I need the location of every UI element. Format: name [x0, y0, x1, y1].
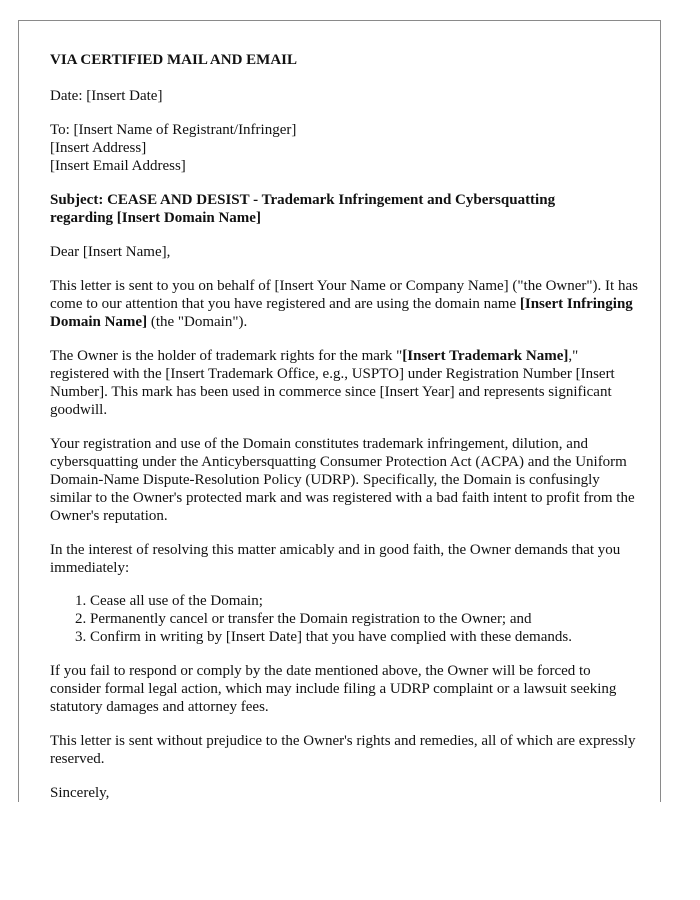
- demand-item: 1. Cease all use of the Domain;: [90, 592, 640, 610]
- closing: Sincerely,: [50, 785, 110, 801]
- demand-item: 2. Permanently cancel or transfer the Domain registration to the Owner; and: [90, 610, 640, 628]
- paragraph-trademark-rights: [50, 347, 640, 419]
- subject-line-1: Subject: CEASE AND DESIST - Trademark Infringement and Cybersquatting: [50, 192, 556, 208]
- letter-body: [50, 51, 640, 802]
- paragraph-representation: [50, 277, 640, 331]
- recipient-email: [Insert Email Address]: [50, 158, 186, 174]
- paragraph-trademark-rights-end: ," registered with the [Insert Trademark Office, e.g., USPTO] under Registration Number [Insert Number]. This mark has been used in commerce since [Insert Year] and represents significant goodwill.: [50, 348, 615, 418]
- recipient-address: [Insert Address]: [50, 140, 147, 156]
- subject-line: [50, 191, 640, 227]
- date-line: Date: [Insert Date]: [50, 88, 163, 104]
- infringing-domain-name: [Insert Infringing Domain Name]: [50, 296, 633, 330]
- trademark-name: [Insert Trademark Name]: [402, 348, 569, 364]
- paragraph-consequences: If you fail to respond or comply by the date mentioned above, the Owner will be forced to consider formal legal action, which may include filing a UDRP complaint or a lawsuit seeking statutory damages and attorney fees.: [50, 663, 617, 715]
- letter-page: [18, 20, 661, 802]
- paragraph-representation-text: This letter is sent to you on behalf of [Insert Your Name or Company Name] ("the Owner"). It has come to our attention that you have registered and are using the domain name: [50, 278, 638, 312]
- subject-line-2: regarding [Insert Domain Name]: [50, 210, 261, 226]
- paragraph-trademark-rights-text: The Owner is the holder of trademark rights for the mark ": [50, 348, 403, 364]
- salutation: Dear [Insert Name],: [50, 244, 171, 260]
- paragraph-demands-intro: In the interest of resolving this matter amicably and in good faith, the Owner demands that you immediately:: [50, 542, 621, 576]
- demands-list: [50, 592, 640, 646]
- demand-item: 3. Confirm in writing by [Insert Date] that you have complied with these demands.: [90, 628, 640, 646]
- paragraph-infringement: Your registration and use of the Domain constitutes trademark infringement, dilution, and cybersquatting under the Anticybersquatting Consumer Protection Act (ACPA) and the Uniform Domain-Name Dispute-Resolution Policy (UDRP). Specifically, the Domain is confusingly similar to the Owner's protected mark and was registered with a bad faith intent to profit from the Owner's reputation.: [50, 436, 635, 524]
- recipient-block: [50, 121, 640, 175]
- delivery-method-header: VIA CERTIFIED MAIL AND EMAIL: [50, 52, 298, 68]
- paragraph-representation-end: (the "Domain").: [147, 314, 248, 330]
- recipient-name: To: [Insert Name of Registrant/Infringer]: [50, 122, 297, 138]
- paragraph-reservation: This letter is sent without prejudice to the Owner's rights and remedies, all of which are expressly reserved.: [50, 733, 636, 767]
